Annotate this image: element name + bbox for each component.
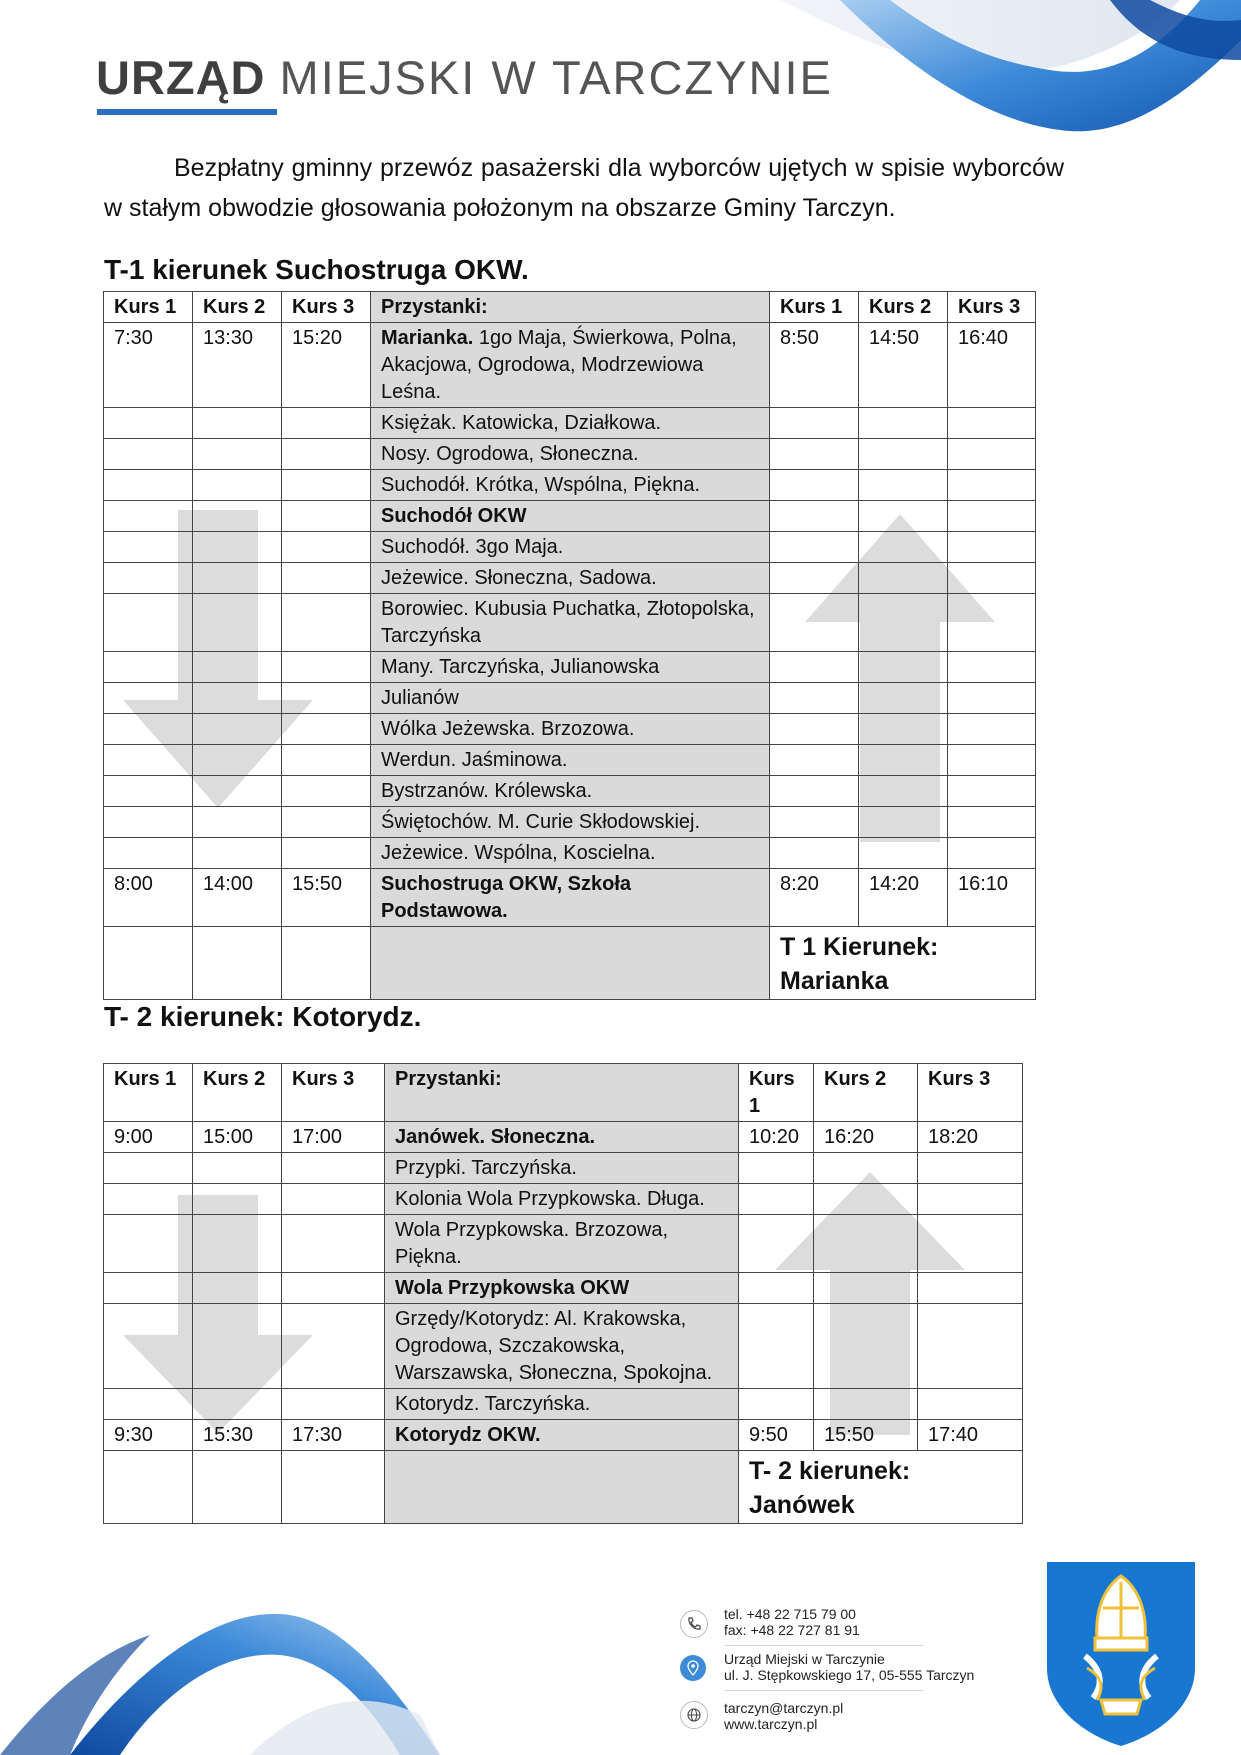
t1-title: T-1 kierunek Suchostruga OKW. — [104, 254, 529, 285]
return-time-cell — [948, 408, 1036, 439]
table-row — [104, 323, 1036, 408]
return-time-cell — [859, 714, 948, 745]
departure-time-cell: 17:00 — [282, 1122, 385, 1153]
departure-time-cell — [193, 652, 282, 683]
t1-body — [104, 292, 1036, 1000]
departure-time-cell: 7:30 — [104, 323, 193, 408]
departure-time-cell — [282, 532, 371, 563]
return-time-cell — [770, 470, 859, 501]
stop-name-bold: Kotorydz OKW. — [395, 1424, 541, 1446]
stop-streets: Many. Tarczyńska, Julianowska — [381, 656, 660, 678]
departure-time-cell: 17:30 — [282, 1420, 385, 1451]
table-row — [104, 807, 1036, 838]
departure-time-cell — [104, 439, 193, 470]
table-row — [104, 408, 1036, 439]
empty-cell — [193, 1451, 282, 1524]
stop-cell — [371, 683, 770, 714]
return-time-cell: 16:10 — [948, 869, 1036, 927]
return-time-cell: 16:40 — [948, 323, 1036, 408]
departure-time-cell — [193, 563, 282, 594]
table-row — [104, 869, 1036, 927]
return-time-cell — [739, 1389, 814, 1420]
departure-time-cell: 15:00 — [193, 1122, 282, 1153]
return-time-cell — [948, 714, 1036, 745]
table-row — [104, 683, 1036, 714]
t1-header-cell: Kurs 3 — [282, 292, 371, 323]
t2-header-cell: Kurs 1 — [104, 1064, 193, 1122]
return-time-cell — [739, 1153, 814, 1184]
departure-time-cell — [282, 594, 371, 652]
departure-time-cell — [282, 501, 371, 532]
return-time-cell — [918, 1304, 1023, 1389]
return-time-cell: 17:40 — [918, 1420, 1023, 1451]
return-time-cell: 14:50 — [859, 323, 948, 408]
return-time-cell — [814, 1184, 918, 1215]
return-time-cell — [770, 439, 859, 470]
intro-paragraph — [104, 148, 1064, 228]
stop-cell — [371, 532, 770, 563]
departure-time-cell — [104, 501, 193, 532]
departure-time-cell — [193, 1153, 282, 1184]
return-time-cell — [739, 1304, 814, 1389]
stop-cell — [385, 1215, 739, 1273]
departure-time-cell — [193, 470, 282, 501]
stop-name-bold: Janówek. Słoneczna. — [395, 1126, 596, 1148]
empty-cell — [282, 927, 371, 1000]
departure-time-cell — [282, 1389, 385, 1420]
stop-cell — [371, 501, 770, 532]
departure-time-cell — [193, 1215, 282, 1273]
table-row — [104, 1184, 1023, 1215]
stop-name-bold: Marianka. — [381, 327, 474, 349]
phone-icon — [680, 1610, 708, 1638]
departure-time-cell — [282, 652, 371, 683]
return-time-cell — [770, 594, 859, 652]
return-time-cell — [948, 652, 1036, 683]
stop-streets: Suchodół. 3go Maja. — [381, 536, 564, 558]
stop-cell — [371, 408, 770, 439]
departure-time-cell — [282, 745, 371, 776]
t2-direction-row — [104, 1451, 1023, 1524]
departure-time-cell — [282, 408, 371, 439]
departure-time-cell: 13:30 — [193, 323, 282, 408]
return-time-cell — [770, 408, 859, 439]
stop-streets: Julianów — [381, 687, 459, 709]
stop-cell — [385, 1389, 739, 1420]
stop-cell — [371, 807, 770, 838]
office-name-header — [96, 50, 833, 105]
stop-streets: Bystrzanów. Królewska. — [381, 780, 593, 802]
departure-time-cell — [104, 683, 193, 714]
return-time-cell — [770, 532, 859, 563]
table-row — [104, 470, 1036, 501]
stop-cell — [371, 439, 770, 470]
t1-direction-row — [104, 927, 1036, 1000]
departure-time-cell: 15:50 — [282, 869, 371, 927]
stop-name-bold: Wola Przypkowska OKW — [395, 1277, 630, 1299]
departure-time-cell — [104, 1304, 193, 1389]
departure-time-cell — [282, 563, 371, 594]
header-underline — [97, 109, 277, 115]
return-time-cell: 8:50 — [770, 323, 859, 408]
t1-header-cell: Kurs 2 — [193, 292, 282, 323]
t2-direction-label: T- 2 kierunek: Janówek — [739, 1451, 1023, 1524]
stop-streets: Kotorydz. Tarczyńska. — [395, 1393, 591, 1415]
departure-time-cell — [282, 1215, 385, 1273]
t2-timetable — [103, 1063, 1023, 1524]
departure-time-cell — [282, 1153, 385, 1184]
stop-cell — [371, 323, 770, 408]
return-time-cell — [814, 1215, 918, 1273]
stop-cell — [385, 1273, 739, 1304]
departure-time-cell — [193, 1273, 282, 1304]
table-row — [104, 1304, 1023, 1389]
return-time-cell — [859, 408, 948, 439]
t1-timetable — [103, 291, 1036, 1000]
footer-email[interactable]: tarczyn@tarczyn.pl — [724, 1700, 844, 1716]
return-time-cell: 8:20 — [770, 869, 859, 927]
table-row — [104, 714, 1036, 745]
departure-time-cell — [104, 1273, 193, 1304]
table-row — [104, 838, 1036, 869]
top-ribbon-decoration — [780, 0, 1241, 145]
stop-streets: Wólka Jeżewska. Brzozowa. — [381, 718, 635, 740]
t2-header-row — [104, 1064, 1023, 1122]
stop-name-bold: Suchostruga OKW, Szkoła Podstawowa. — [381, 873, 632, 922]
stop-streets: Borowiec. Kubusia Puchatka, Złotopolska, Tarczyńska — [381, 598, 755, 647]
table-row — [104, 439, 1036, 470]
empty-cell — [193, 927, 282, 1000]
table-row — [104, 532, 1036, 563]
stop-streets: Przypki. Tarczyńska. — [395, 1157, 577, 1179]
departure-time-cell — [193, 807, 282, 838]
t2-header-cell: Kurs 3 — [918, 1064, 1023, 1122]
departure-time-cell — [104, 745, 193, 776]
departure-time-cell — [193, 1304, 282, 1389]
return-time-cell — [739, 1273, 814, 1304]
stop-cell — [371, 563, 770, 594]
header-title-bold: URZĄD — [96, 51, 266, 104]
empty-cell — [104, 1451, 193, 1524]
t1-header-cell: Kurs 1 — [770, 292, 859, 323]
coat-of-arms — [1045, 1558, 1197, 1748]
stop-cell — [371, 776, 770, 807]
footer-divider — [724, 1690, 924, 1691]
departure-time-cell — [193, 838, 282, 869]
table-row — [104, 594, 1036, 652]
stop-name-bold: Suchodół OKW — [381, 505, 527, 527]
return-time-cell — [948, 776, 1036, 807]
departure-time-cell — [104, 807, 193, 838]
return-time-cell — [918, 1215, 1023, 1273]
departure-time-cell: 15:30 — [193, 1420, 282, 1451]
stop-cell — [371, 470, 770, 501]
departure-time-cell: 15:20 — [282, 323, 371, 408]
return-time-cell — [948, 439, 1036, 470]
table-row — [104, 1215, 1023, 1273]
departure-time-cell — [193, 594, 282, 652]
return-time-cell — [948, 807, 1036, 838]
departure-time-cell — [104, 594, 193, 652]
return-time-cell — [948, 683, 1036, 714]
return-time-cell — [770, 652, 859, 683]
return-time-cell — [770, 714, 859, 745]
table-row — [104, 652, 1036, 683]
departure-time-cell — [104, 776, 193, 807]
footer-office-name: Urząd Miejski w Tarczynie — [724, 1651, 885, 1667]
return-time-cell — [859, 776, 948, 807]
bottom-ribbon-decoration — [0, 1585, 470, 1755]
footer-website[interactable]: www.tarczyn.pl — [724, 1716, 818, 1732]
departure-time-cell — [193, 714, 282, 745]
return-time-cell — [948, 745, 1036, 776]
empty-cell — [282, 1451, 385, 1524]
table-row — [104, 1273, 1023, 1304]
return-time-cell — [948, 532, 1036, 563]
return-time-cell — [918, 1153, 1023, 1184]
stop-streets: Nosy. Ogrodowa, Słoneczna. — [381, 443, 639, 465]
departure-time-cell — [104, 652, 193, 683]
return-time-cell — [859, 807, 948, 838]
departure-time-cell — [193, 776, 282, 807]
return-time-cell — [770, 838, 859, 869]
footer-divider — [724, 1645, 924, 1646]
table-row — [104, 1389, 1023, 1420]
return-time-cell — [859, 683, 948, 714]
t2-header-cell: Kurs 2 — [814, 1064, 918, 1122]
stop-streets: Jeżewice. Słoneczna, Sadowa. — [381, 567, 657, 589]
return-time-cell: 15:50 — [814, 1420, 918, 1451]
stop-cell — [385, 1451, 739, 1524]
stop-streets: 1go Maja, Świerkowa, Polna, Akacjowa, Ogrodowa, Modrzewiowa Leśna. — [381, 327, 737, 403]
return-time-cell — [948, 594, 1036, 652]
return-time-cell — [814, 1389, 918, 1420]
departure-time-cell — [104, 563, 193, 594]
stop-cell — [385, 1122, 739, 1153]
stop-cell — [371, 745, 770, 776]
departure-time-cell — [282, 1184, 385, 1215]
table-row — [104, 776, 1036, 807]
departure-time-cell — [282, 470, 371, 501]
stop-cell — [371, 652, 770, 683]
departure-time-cell: 14:00 — [193, 869, 282, 927]
stop-cell — [371, 869, 770, 927]
departure-time-cell — [282, 714, 371, 745]
departure-time-cell — [104, 1153, 193, 1184]
t1-direction-label: T 1 Kierunek: Marianka — [770, 927, 1036, 1000]
location-pin-icon — [680, 1655, 706, 1681]
departure-time-cell — [193, 532, 282, 563]
table-row — [104, 501, 1036, 532]
return-time-cell — [814, 1304, 918, 1389]
departure-time-cell — [104, 532, 193, 563]
t1-header-cell: Przystanki: — [371, 292, 770, 323]
return-time-cell — [770, 563, 859, 594]
stop-cell — [385, 1153, 739, 1184]
departure-time-cell — [193, 683, 282, 714]
stop-streets: Świętochów. M. Curie Skłodowskiej. — [381, 811, 701, 833]
return-time-cell: 9:50 — [739, 1420, 814, 1451]
return-time-cell — [739, 1215, 814, 1273]
departure-time-cell — [193, 408, 282, 439]
t1-header-cell: Kurs 2 — [859, 292, 948, 323]
table-row — [104, 563, 1036, 594]
return-time-cell — [770, 807, 859, 838]
footer-address: ul. J. Stępkowskiego 17, 05-555 Tarczyn — [724, 1667, 975, 1683]
return-time-cell — [859, 652, 948, 683]
return-time-cell: 14:20 — [859, 869, 948, 927]
footer-phone: tel. +48 22 715 79 00 — [724, 1606, 856, 1622]
stop-streets: Księżak. Katowicka, Działkowa. — [381, 412, 662, 434]
return-time-cell — [814, 1153, 918, 1184]
stop-cell — [385, 1184, 739, 1215]
departure-time-cell — [282, 439, 371, 470]
t2-title: T- 2 kierunek: Kotorydz. — [104, 1001, 422, 1032]
footer-fax: fax: +48 22 727 81 91 — [724, 1622, 860, 1638]
return-time-cell — [948, 470, 1036, 501]
table-row — [104, 745, 1036, 776]
departure-time-cell — [282, 776, 371, 807]
return-time-cell — [770, 745, 859, 776]
stop-cell — [385, 1304, 739, 1389]
return-time-cell: 18:20 — [918, 1122, 1023, 1153]
return-time-cell — [859, 563, 948, 594]
departure-time-cell — [193, 1184, 282, 1215]
t1-header-row — [104, 292, 1036, 323]
departure-time-cell — [104, 1215, 193, 1273]
return-time-cell — [770, 776, 859, 807]
departure-time-cell — [104, 408, 193, 439]
return-time-cell — [770, 683, 859, 714]
stop-cell — [371, 927, 770, 1000]
departure-time-cell — [104, 1389, 193, 1420]
departure-time-cell — [282, 1304, 385, 1389]
table-row — [104, 1420, 1023, 1451]
globe-icon — [680, 1701, 708, 1729]
departure-time-cell — [104, 1184, 193, 1215]
return-time-cell — [859, 594, 948, 652]
departure-time-cell — [282, 807, 371, 838]
stop-cell — [371, 714, 770, 745]
return-time-cell — [948, 501, 1036, 532]
t1-header-cell: Kurs 3 — [948, 292, 1036, 323]
return-time-cell — [859, 439, 948, 470]
return-time-cell: 10:20 — [739, 1122, 814, 1153]
departure-time-cell — [193, 439, 282, 470]
t2-header-cell: Kurs 2 — [193, 1064, 282, 1122]
departure-time-cell: 9:00 — [104, 1122, 193, 1153]
departure-time-cell — [282, 1273, 385, 1304]
stop-cell — [371, 838, 770, 869]
t2-header-cell: Kurs 3 — [282, 1064, 385, 1122]
return-time-cell — [918, 1184, 1023, 1215]
return-time-cell — [859, 532, 948, 563]
header-title-rest: MIEJSKI W TARCZYNIE — [279, 51, 833, 104]
stop-cell — [385, 1420, 739, 1451]
return-time-cell — [918, 1273, 1023, 1304]
departure-time-cell — [104, 838, 193, 869]
return-time-cell — [859, 745, 948, 776]
return-time-cell — [739, 1184, 814, 1215]
departure-time-cell — [193, 745, 282, 776]
stop-streets: Suchodół. Krótka, Wspólna, Piękna. — [381, 474, 701, 496]
stop-streets: Grzędy/Kotorydz: Al. Krakowska, Ogrodowa, Szczakowska, Warszawska, Słoneczna, Spokojna. — [395, 1308, 713, 1384]
return-time-cell — [814, 1273, 918, 1304]
empty-cell — [104, 927, 193, 1000]
return-time-cell — [770, 501, 859, 532]
departure-time-cell — [104, 470, 193, 501]
departure-time-cell: 9:30 — [104, 1420, 193, 1451]
departure-time-cell: 8:00 — [104, 869, 193, 927]
return-time-cell — [918, 1389, 1023, 1420]
table-row — [104, 1153, 1023, 1184]
stop-streets: Kolonia Wola Przypkowska. Długa. — [395, 1188, 705, 1210]
return-time-cell: 16:20 — [814, 1122, 918, 1153]
stop-streets: Wola Przypkowska. Brzozowa, Piękna. — [395, 1219, 669, 1268]
return-time-cell — [859, 838, 948, 869]
stop-streets: Werdun. Jaśminowa. — [381, 749, 568, 771]
table-row — [104, 1122, 1023, 1153]
return-time-cell — [948, 563, 1036, 594]
return-time-cell — [859, 501, 948, 532]
t2-header-cell: Kurs 1 — [739, 1064, 814, 1122]
return-time-cell — [859, 470, 948, 501]
t2-header-cell: Przystanki: — [385, 1064, 739, 1122]
stop-cell — [371, 594, 770, 652]
stop-streets: Jeżewice. Wspólna, Koscielna. — [381, 842, 656, 864]
departure-time-cell — [104, 714, 193, 745]
t2-body — [104, 1064, 1023, 1524]
intro-text: Bezpłatny gminny przewóz pasażerski dla wyborców ujętych w spisie wyborców w stałym obwodzie głosowania położonym na obszarze Gminy Tarczyn. — [104, 154, 1064, 222]
departure-time-cell — [282, 683, 371, 714]
departure-time-cell — [193, 501, 282, 532]
departure-time-cell — [282, 838, 371, 869]
t1-header-cell: Kurs 1 — [104, 292, 193, 323]
departure-time-cell — [193, 1389, 282, 1420]
return-time-cell — [948, 838, 1036, 869]
